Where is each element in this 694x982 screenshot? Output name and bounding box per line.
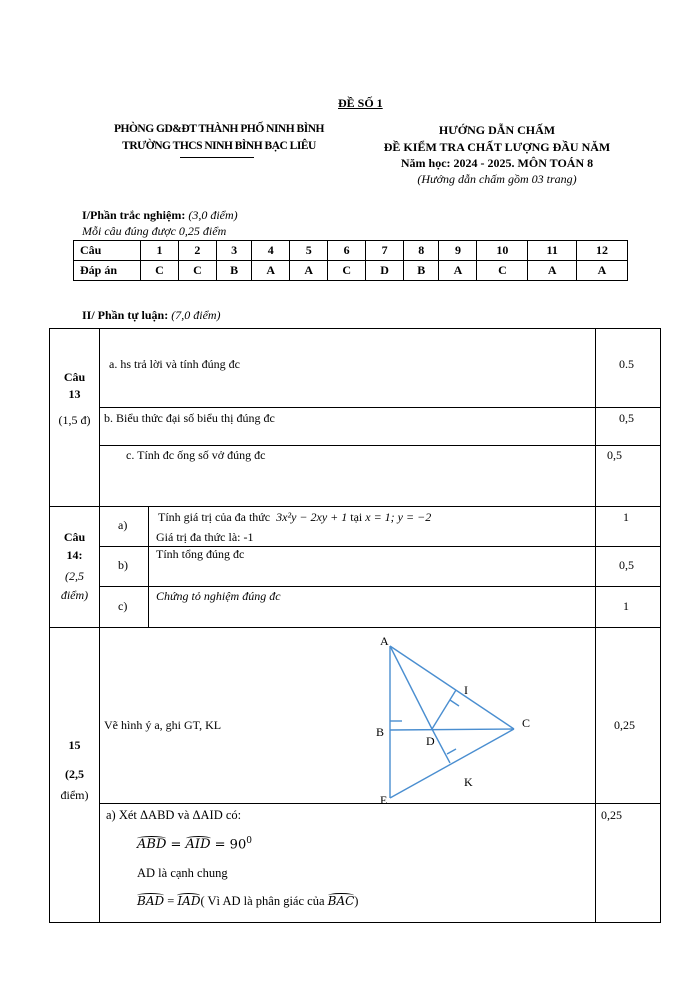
question-row-label: Câu [74,241,141,261]
q15-score: (2,5 [65,767,84,781]
q14-score: (2,5 [65,569,84,583]
answer-row [74,261,628,281]
answer-cell: A [439,261,477,281]
right-angle-K [447,749,456,754]
label-C: C [522,716,531,730]
answer-cell: A [252,261,290,281]
part1-heading: I/Phần trắc nghiệm: (3,0 điểm) [82,208,238,222]
q15-a-angle-equality: ABD = AID = $90^0$ [137,836,252,853]
q14-c-label: c) [118,599,128,613]
q15-draw-text: Vẽ hình ý a, ghi GT, KL [104,718,222,732]
question-number: 7 [366,241,404,261]
q13-score: (1,5 đ) [58,413,91,427]
q13-c-text: c. Tính đc ống số vở đúng đc [126,448,266,462]
question-number: 4 [252,241,290,261]
q14-c-points: 1 [623,599,629,613]
question-number: 3 [216,241,251,261]
answer-cell: C [141,261,179,281]
segment-EC [390,729,514,798]
answer-cell: A [290,261,328,281]
school-name: TRƯỜNG THCS NINH BÌNH BẠC LIÊU [122,140,316,152]
label-B: B [376,725,385,739]
guide-title: HƯỚNG DẪN CHẤM [438,123,556,137]
q15-a-points: 0,25 [601,808,622,822]
question-number: 5 [290,241,328,261]
label-A: A [380,634,389,648]
answer-cell: A [576,261,627,281]
q14-b-points: 0,5 [619,558,634,572]
school-underline [180,157,254,158]
q15-a-common-side: AD là cạnh chung [137,866,228,880]
question-number: 11 [528,241,576,261]
label-D: D [426,734,435,748]
q14-a-points: 1 [623,510,629,524]
segment-BC [390,729,514,730]
segment-AD [390,646,432,729]
answer-cell: C [477,261,528,281]
part1-note: Mỗi câu đúng được 0,25 điểm [82,224,227,238]
question-number: 6 [328,241,366,261]
q13-b-points: 0,5 [619,411,634,425]
q14-number: 14: [66,548,83,562]
question-row [74,241,628,261]
triangle-figure [370,632,545,804]
q15-a-intro: a) Xét ΔABD và ΔAID có: [106,808,242,822]
question-number: 10 [477,241,528,261]
page-count-note: (Hướng dẫn chấm gồm 03 trang) [417,172,577,186]
q15-score-unit: điểm) [60,788,89,802]
q14-a-label: a) [118,518,128,532]
q15-draw-points: 0,25 [614,718,635,732]
q13-a-text: a. hs trả lời và tính đúng đc [109,357,240,371]
q14-a-result: Giá trị đa thức là: -1 [156,530,254,544]
q14-label: Câu [63,530,86,544]
question-number: 1 [141,241,179,261]
q13-label: Câu [63,370,86,384]
right-angle-I [450,700,459,706]
question-number: 8 [404,241,439,261]
q13-c-points: 0,5 [607,448,622,462]
q14-a-expression: 3x²y − 2xy + 1 [276,510,348,524]
part2-heading: II/ Phần tự luận: (7,0 điểm) [82,308,221,322]
question-number: 12 [576,241,627,261]
q14-b-text: Tính tổng đúng đc [156,547,245,561]
q15-a-bisector: BAD = IAD( Vì AD là phân giác của BAC) [137,894,359,908]
segment-AC [390,646,514,729]
q14-b-label: b) [118,558,128,572]
label-K: K [464,775,473,789]
q14-a-text: Tính giá trị của đa thức 3x²y − 2xy + 1 tại x = 1; y = −2 [158,510,432,524]
q14-score-unit: điểm) [60,588,89,602]
segment-DI [432,690,456,729]
q13-b-text: b. Biểu thức đại số biểu thị đúng đc [104,411,275,425]
school-year-subject: Năm học: 2024 - 2025. MÔN TOÁN 8 [400,156,594,170]
segment-DK [432,729,450,763]
q13-a-points: 0.5 [619,357,634,371]
answer-cell: B [404,261,439,281]
answer-cell: C [328,261,366,281]
answer-cell: A [528,261,576,281]
multiple-choice-table [73,240,628,281]
question-number: 9 [439,241,477,261]
answer-cell: C [178,261,216,281]
answer-row-label: Đáp án [74,261,141,281]
question-number: 2 [178,241,216,261]
answer-cell: D [366,261,404,281]
answer-cell: B [216,261,251,281]
q13-number: 13 [68,387,81,401]
label-I: I [464,683,468,697]
exam-number: ĐỀ SỐ 1 [338,96,383,110]
q15-number: 15 [68,738,81,752]
exam-title: ĐỀ KIỂM TRA CHẤT LƯỢNG ĐẦU NĂM [383,140,611,154]
department-name: PHÒNG GD&ĐT THÀNH PHỐ NINH BÌNH [114,123,324,135]
q14-c-text: Chứng tỏ nghiệm đúng đc [156,589,281,603]
q14-a-condition: x = 1; y = −2 [365,510,432,524]
label-E: E [380,793,388,804]
